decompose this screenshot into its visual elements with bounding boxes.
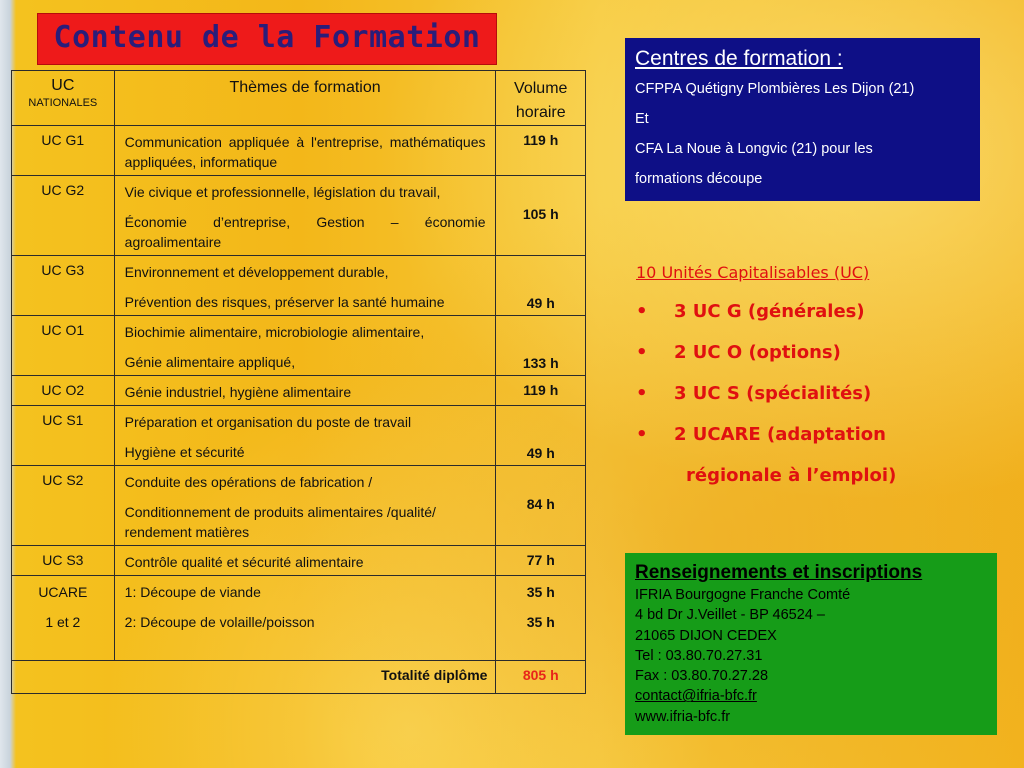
contact-phone: Tel : 03.80.70.27.31	[635, 647, 763, 664]
row-theme-line: Génie alimentaire appliqué,	[124, 354, 296, 370]
table-row-ucare	[12, 576, 586, 661]
ucare-code-line2: 1 et 2	[45, 614, 81, 630]
total-value: 805 h	[496, 661, 586, 694]
list-item	[636, 301, 1016, 323]
uc-summary-item: 3 UC G (générales)	[674, 301, 865, 322]
row-themes	[114, 546, 496, 576]
row-hours: 119 h	[496, 126, 586, 176]
header-volume-line2: horaire	[515, 104, 566, 121]
row-themes	[114, 466, 496, 546]
centres-line: formations découpe	[635, 171, 763, 187]
row-theme-line: Hygiène et sécurité	[124, 444, 245, 460]
row-hours: 84 h	[496, 466, 586, 546]
header-themes: Thèmes de formation	[114, 71, 496, 126]
header-uc-label: UC	[51, 77, 75, 94]
table-row	[12, 406, 586, 466]
header-uc-sub: NATIONALES	[28, 97, 98, 109]
row-themes	[114, 176, 496, 256]
ucare-code-line1: UCARE	[38, 584, 88, 600]
training-centres-box	[625, 38, 980, 201]
list-item	[636, 424, 1016, 446]
row-theme-line: Économie d’entreprise, Gestion – économie agroalimentaire	[124, 214, 486, 250]
table-row	[12, 126, 586, 176]
table-row	[12, 316, 586, 376]
row-themes-ucare	[114, 576, 496, 661]
row-theme-line: Prévention des risques, préserver la santé humaine	[124, 294, 445, 310]
contact-website-link[interactable]: www.ifria-bfc.fr	[635, 708, 731, 725]
total-label: Totalité diplôme	[12, 661, 496, 694]
row-code: UC G1	[12, 126, 115, 176]
row-theme-line: Génie industriel, hygiène alimentaire	[124, 384, 352, 400]
row-code: UC O1	[12, 316, 115, 376]
row-code: UC S1	[12, 406, 115, 466]
contact-email-link[interactable]: contact@ifria-bfc.fr	[635, 688, 757, 705]
table-row	[12, 546, 586, 576]
ucare-hours-2: 35 h	[526, 614, 555, 630]
row-theme-line: Contrôle qualité et sécurité alimentaire	[124, 554, 364, 570]
uc-summary-item: 3 UC S (spécialités)	[674, 383, 872, 404]
row-hours-ucare	[496, 576, 586, 661]
table-row	[12, 376, 586, 406]
row-code: UC G3	[12, 256, 115, 316]
centres-line: CFPPA Quétigny Plombières Les Dijon (21)	[635, 81, 915, 97]
bullet-icon: •	[636, 301, 648, 322]
contact-line: IFRIA Bourgogne Franche Comté	[635, 587, 851, 603]
row-themes	[114, 376, 496, 406]
row-hours: 119 h	[496, 376, 586, 406]
row-themes	[114, 406, 496, 466]
list-item	[636, 342, 1016, 364]
uc-summary-continuation: régionale à l’emploi)	[686, 465, 897, 486]
row-hours: 133 h	[496, 316, 586, 376]
row-code: UC S3	[12, 546, 115, 576]
centres-line: Et	[635, 111, 649, 127]
list-item	[636, 383, 1016, 405]
training-table	[11, 70, 586, 694]
ucare-theme-line1: 1: Découpe de viande	[124, 584, 261, 600]
row-theme-line: Conduite des opérations de fabrication /	[124, 474, 373, 490]
table-row	[12, 256, 586, 316]
row-theme-line: Préparation et organisation du poste de travail	[124, 414, 412, 430]
bullet-icon: •	[636, 383, 648, 404]
row-code-ucare	[12, 576, 115, 661]
uc-summary-heading: 10 Unités Capitalisables (UC)	[636, 263, 870, 282]
table-total-row	[12, 661, 586, 694]
row-theme-line: Vie civique et professionnelle, législation du travail,	[124, 184, 441, 200]
ucare-theme-line2: 2: Découpe de volaille/poisson	[124, 614, 315, 630]
header-volume	[496, 71, 586, 126]
table-header-row	[12, 71, 586, 126]
contact-fax: Fax : 03.80.70.27.28	[635, 668, 769, 685]
row-themes	[114, 256, 496, 316]
page-title: Contenu de la Formation	[53, 20, 481, 55]
uc-summary-item: 2 UC O (options)	[674, 342, 841, 363]
row-theme-line: Environnement et développement durable,	[124, 264, 389, 280]
row-hours: 49 h	[496, 406, 586, 466]
row-themes	[114, 316, 496, 376]
centres-line: CFA La Noue à Longvic (21) pour les	[635, 141, 873, 157]
training-table-container	[11, 70, 586, 694]
uc-summary	[636, 261, 1016, 487]
bullet-icon: •	[636, 342, 648, 363]
row-theme-line: Communication appliquée à l'entreprise, mathématiques appliquées, informatique	[124, 134, 486, 170]
table-row	[12, 466, 586, 546]
row-code: UC G2	[12, 176, 115, 256]
header-volume-line1: Volume	[514, 80, 568, 97]
uc-summary-item: 2 UCARE (adaptation	[674, 424, 886, 445]
row-hours: 105 h	[496, 176, 586, 256]
contact-box	[625, 553, 997, 735]
centres-heading: Centres de formation :	[635, 47, 843, 70]
bullet-icon: •	[636, 424, 648, 445]
title-banner	[37, 13, 497, 65]
ucare-hours-1: 35 h	[526, 584, 555, 600]
row-theme-line: Conditionnement de produits alimentaires /qualité/ rendement matières	[124, 504, 436, 540]
row-themes	[114, 126, 496, 176]
row-code: UC S2	[12, 466, 115, 546]
row-theme-line: Biochimie alimentaire, microbiologie alimentaire,	[124, 324, 425, 340]
contact-heading: Renseignements et inscriptions	[635, 562, 923, 583]
row-code: UC O2	[12, 376, 115, 406]
row-hours: 77 h	[496, 546, 586, 576]
row-hours: 49 h	[496, 256, 586, 316]
table-row	[12, 176, 586, 256]
contact-line: 21065 DIJON CEDEX	[635, 627, 777, 644]
header-uc	[12, 71, 115, 126]
contact-line: 4 bd Dr J.Veillet - BP 46524 –	[635, 607, 825, 624]
